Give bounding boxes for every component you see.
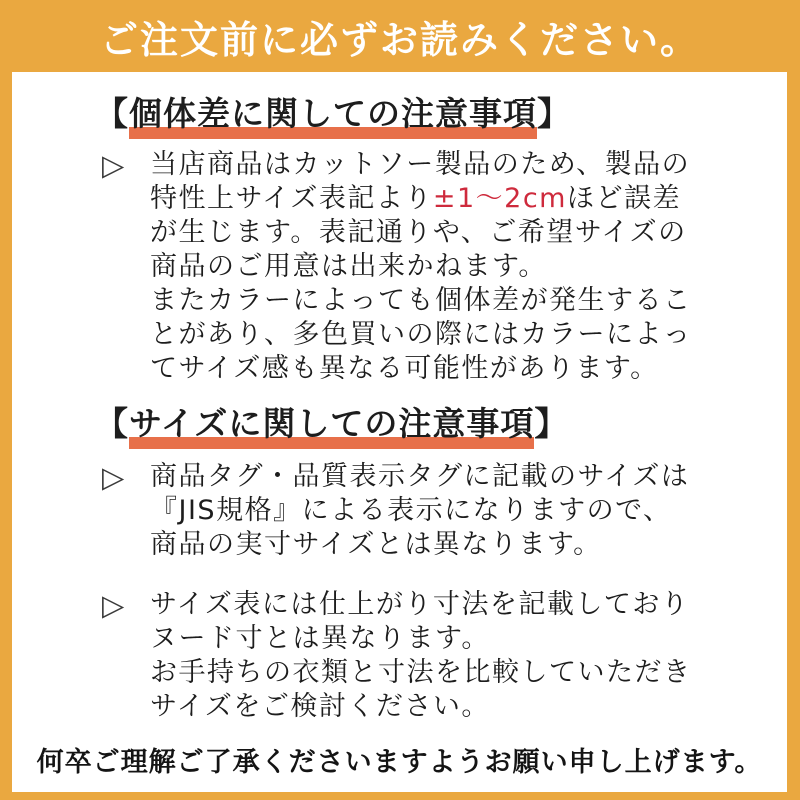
page-title: ご注文前に必ずお読みください。 bbox=[99, 17, 700, 62]
bracket-close: 】 bbox=[537, 94, 571, 133]
triangle-bullet-icon: ▷ bbox=[102, 460, 125, 494]
tolerance-highlight: ±1〜2cm bbox=[432, 183, 567, 214]
bullet-item bbox=[102, 588, 730, 724]
bracket-open: 【 bbox=[95, 404, 129, 443]
bullet-text-pre: 当店商品はカットソー製品のため、製品の 特性上サイズ表記より bbox=[150, 149, 691, 214]
bracket-open: 【 bbox=[95, 94, 129, 133]
bullet-text bbox=[150, 148, 730, 386]
bullet-text-post: ほど誤差 が生じます。表記通りや、ご希望サイズの 商品のご用意は出来かねます。 またカラーによっても個体差が発生するこ とがあり、多色買いの際にはカラーによっ てサイズ感も異なる可能性があります。 bbox=[150, 183, 692, 384]
bullet-item bbox=[102, 148, 730, 386]
triangle-bullet-icon: ▷ bbox=[102, 148, 125, 182]
bracket-close: 】 bbox=[534, 404, 569, 443]
section-heading-label: サイズに関しての注意事項 bbox=[129, 404, 534, 449]
header-band bbox=[0, 0, 800, 72]
footer-note: 何卒ご理解ご了承くださいますようお願い申し上げます。 bbox=[36, 747, 763, 778]
section-heading-label: 個体差に関しての注意事項 bbox=[129, 94, 537, 139]
bullet-item bbox=[102, 460, 730, 562]
bullet-text: サイズ表には仕上がり寸法を記載しており ヌード寸とは異なります。 お手持ちの衣類と寸法を比較していただき サイズをご検討ください。 bbox=[150, 589, 692, 722]
section-heading-individual-difference bbox=[95, 88, 571, 135]
section-heading-size bbox=[95, 398, 568, 445]
bullet-text: 商品タグ・品質表示タグに記載のサイズは 『JIS規格』による表示になりますので、 商品の実寸サイズとは異なります。 bbox=[150, 461, 690, 560]
notice-panel bbox=[12, 72, 787, 792]
triangle-bullet-icon: ▷ bbox=[102, 588, 125, 622]
